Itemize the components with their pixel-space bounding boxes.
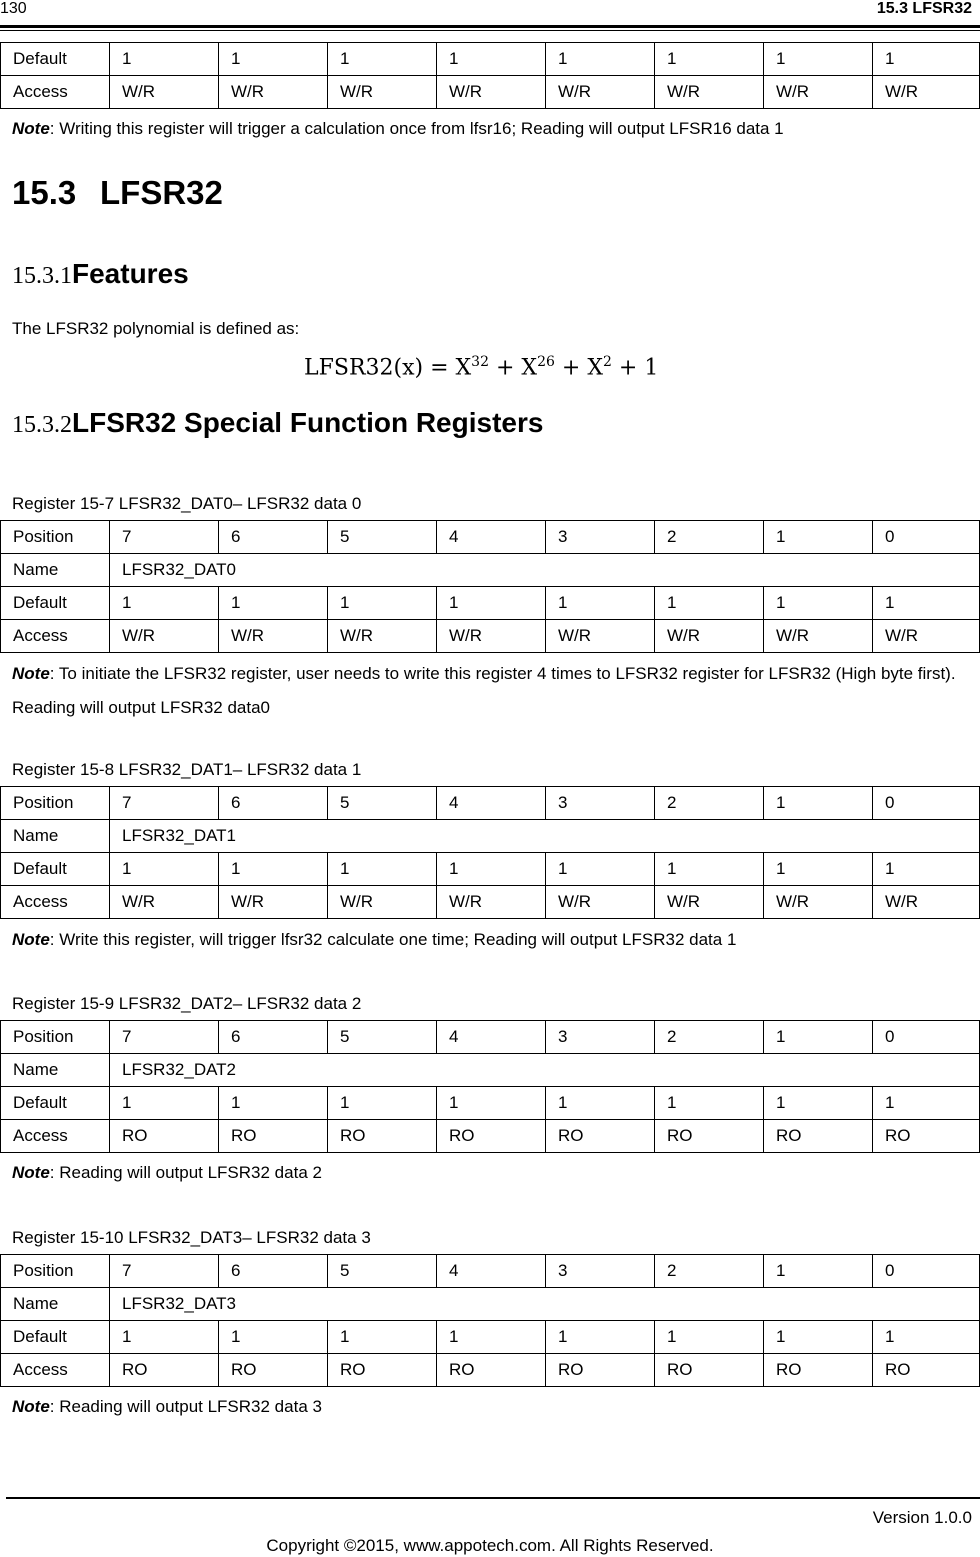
table-cell: Position [1,521,110,554]
note-label: Note [12,664,50,683]
table-cell: Default [1,1087,110,1120]
table-cell: W/R [110,886,219,919]
table-cell: RO [655,1120,764,1153]
note [12,1390,978,1424]
table-cell: 1 [655,1087,764,1120]
table-cell: RO [110,1354,219,1387]
name-row [1,1288,980,1321]
table-cell: 1 [328,1087,437,1120]
table-cell: W/R [328,886,437,919]
table-cell: W/R [655,886,764,919]
table-cell: W/R [764,76,873,109]
table-cell: RO [873,1354,980,1387]
table-cell: W/R [546,76,655,109]
note-text: : Reading will output LFSR32 data 2 [49,1163,322,1182]
table-cell: 1 [328,853,437,886]
table-cell: 1 [546,587,655,620]
note-label: Note [12,119,50,138]
note-label: Note [12,930,50,949]
running-section-title: 15.3 LFSR32 [876,0,972,17]
table-cell: 6 [219,521,328,554]
position-row [1,1255,980,1288]
table-cell: W/R [219,76,328,109]
table-cell: 7 [110,1255,219,1288]
table-cell: RO [764,1354,873,1387]
table-cell: 1 [546,853,655,886]
default-row [1,587,980,620]
table-cell: Access [1,620,110,653]
table-cell: W/R [328,620,437,653]
table-cell: LFSR32_DAT2 [110,1054,980,1087]
table-cell: W/R [764,886,873,919]
register-caption: Register 15-7 LFSR32_DAT0– LFSR32 data 0 [12,494,362,513]
table-cell: W/R [219,886,328,919]
table-cell: 6 [219,1255,328,1288]
table-cell: 1 [219,43,328,76]
formula-part: + X [554,355,604,381]
table-cell: Default [1,43,110,76]
subsection-heading-sfr [12,407,543,439]
position-row [1,521,980,554]
table-cell: 1 [110,43,219,76]
table-cell: 1 [219,853,328,886]
table-cell: 1 [655,43,764,76]
table-cell: 0 [873,521,980,554]
table-cell: 1 [110,853,219,886]
note-label: Note [12,1163,50,1182]
subsection-title: LFSR32 Special Function Registers [72,407,544,438]
table-cell: 1 [764,1255,873,1288]
table-cell: 4 [437,1255,546,1288]
table-cell: 1 [764,853,873,886]
table-cell: 1 [546,1087,655,1120]
register-table [0,786,980,919]
table-cell: RO [764,1120,873,1153]
table-cell: 1 [328,587,437,620]
table-cell: RO [655,1354,764,1387]
access-row [1,620,980,653]
table-cell: 0 [873,1255,980,1288]
register-caption: Register 15-8 LFSR32_DAT1– LFSR32 data 1 [12,760,362,779]
table-cell: Position [1,787,110,820]
table-cell: 1 [219,587,328,620]
table-cell: 0 [873,1021,980,1054]
table-cell: 1 [873,1321,980,1354]
table-cell: 1 [873,43,980,76]
table-cell: 3 [546,521,655,554]
section-heading [12,174,223,212]
table-cell: 3 [546,1255,655,1288]
table-cell: W/R [110,620,219,653]
note [12,923,978,957]
table-cell: 6 [219,1021,328,1054]
table-cell: 1 [437,587,546,620]
name-row [1,820,980,853]
position-row [1,787,980,820]
register-table [0,1020,980,1153]
subsection-heading-features [12,258,189,290]
table-cell: 1 [655,1321,764,1354]
register-table [0,520,980,653]
table-cell: Access [1,1120,110,1153]
table-cell: RO [546,1354,655,1387]
note-label: Note [12,1397,50,1416]
table-cell: 1 [764,587,873,620]
default-row [1,853,980,886]
table-cell: W/R [546,886,655,919]
table-cell: RO [110,1120,219,1153]
default-row [1,1321,980,1354]
table-cell: 2 [655,1021,764,1054]
table-cell: Position [1,1255,110,1288]
table-cell: 1 [219,1321,328,1354]
table-cell: 1 [764,1087,873,1120]
table-cell: 0 [873,787,980,820]
footer-rule [6,1497,980,1499]
table-cell: 1 [110,1087,219,1120]
table-cell: RO [873,1120,980,1153]
access-row [1,886,980,919]
table-cell: 1 [437,43,546,76]
table-cell: LFSR32_DAT3 [110,1288,980,1321]
table-cell: 3 [546,1021,655,1054]
table-cell: Access [1,886,110,919]
table-cell: LFSR32_DAT1 [110,820,980,853]
note [12,1156,978,1190]
copyright-notice: Copyright ©2015, www.appotech.com. All Rights Reserved. [266,1536,714,1555]
table-cell: W/R [873,76,980,109]
table-cell: Access [1,76,110,109]
table-cell: W/R [873,620,980,653]
table-cell: 5 [328,521,437,554]
table-cell: W/R [110,76,219,109]
table-cell: 1 [655,853,764,886]
table-cell: Default [1,587,110,620]
table-cell: 1 [546,43,655,76]
table-cell: 1 [764,1021,873,1054]
table-cell: Access [1,1354,110,1387]
section-title: LFSR32 [100,174,223,211]
table-cell: 5 [328,1021,437,1054]
page-number: 130 [0,0,27,17]
table-cell: 1 [764,43,873,76]
access-row [1,1120,980,1153]
table-cell: 2 [655,521,764,554]
formula-part: + 1 [611,355,659,381]
subsection-number: 15.3.2 [12,412,72,438]
table-cell: Default [1,853,110,886]
header-rule-thin [0,30,980,31]
table-cell: W/R [219,620,328,653]
formula-exponent: 32 [471,354,489,370]
note-text: : Writing this register will trigger a calculation once from lfsr16; Reading will output LFSR16 data 1 [49,119,784,138]
table-cell: RO [219,1120,328,1153]
table-cell: 3 [546,787,655,820]
table-cell: W/R [655,76,764,109]
page-header [0,0,980,34]
table-cell: 1 [764,1321,873,1354]
table-cell: W/R [328,76,437,109]
formula-exponent: 26 [537,354,555,370]
table-cell: Name [1,820,110,853]
default-row [1,43,980,76]
table-cell: 1 [328,1321,437,1354]
name-row [1,554,980,587]
register-caption: Register 15-10 LFSR32_DAT3– LFSR32 data 3 [12,1228,371,1247]
section-number: 15.3 [12,174,77,211]
table-cell: 1 [437,1087,546,1120]
features-paragraph: The LFSR32 polynomial is defined as: [12,319,300,338]
table-cell: 7 [110,787,219,820]
table-cell: 1 [655,587,764,620]
table-cell: W/R [873,886,980,919]
table-cell: RO [437,1354,546,1387]
version-label: Version 1.0.0 [872,1508,972,1527]
table-cell: 7 [110,521,219,554]
formula-part: + X [489,355,538,381]
table-cell: 1 [873,587,980,620]
access-row [1,1354,980,1387]
note-text: : Reading will output LFSR32 data 3 [49,1397,322,1416]
note-text: : Write this register, will trigger lfsr32 calculate one time; Reading will output LFSR32 data 1 [49,930,737,949]
table-cell: 6 [219,787,328,820]
register-table-continued [0,42,980,109]
table-cell: Default [1,1321,110,1354]
formula-exponent: 2 [603,354,612,370]
table-cell: W/R [655,620,764,653]
table-cell: Name [1,554,110,587]
table-cell: 1 [437,853,546,886]
table-cell: 4 [437,787,546,820]
table-cell: 1 [764,787,873,820]
position-row [1,1021,980,1054]
note [12,112,978,146]
default-row [1,1087,980,1120]
table-cell: 1 [328,43,437,76]
table-cell: Position [1,1021,110,1054]
table-cell: 4 [437,521,546,554]
table-cell: W/R [764,620,873,653]
table-cell: 1 [546,1321,655,1354]
subsection-title: Features [72,258,189,289]
table-cell: W/R [546,620,655,653]
table-cell: 5 [328,787,437,820]
table-cell: W/R [437,76,546,109]
table-cell: RO [328,1120,437,1153]
header-rule [0,25,980,28]
table-cell: LFSR32_DAT0 [110,554,980,587]
table-cell: 1 [110,587,219,620]
table-cell: 4 [437,1021,546,1054]
note-text: : To initiate the LFSR32 register, user needs to write this register 4 times to LFSR32 register for LFSR32 (High byte first). Reading will output LFSR32 data0 [12,664,956,717]
table-cell: 2 [655,1255,764,1288]
polynomial-formula [304,354,658,380]
table-cell: RO [437,1120,546,1153]
table-cell: 7 [110,1021,219,1054]
table-cell: 5 [328,1255,437,1288]
table-cell: W/R [437,620,546,653]
table-cell: 1 [219,1087,328,1120]
formula-part: LFSR32(x) = X [304,355,472,381]
table-cell: 1 [873,853,980,886]
table-cell: RO [219,1354,328,1387]
table-cell: Name [1,1288,110,1321]
table-cell: RO [546,1120,655,1153]
table-cell: W/R [437,886,546,919]
table-cell: RO [328,1354,437,1387]
table-cell: 1 [437,1321,546,1354]
table-cell: 2 [655,787,764,820]
subsection-number: 15.3.1 [12,263,72,289]
note [12,657,978,725]
register-caption: Register 15-9 LFSR32_DAT2– LFSR32 data 2 [12,994,362,1013]
table-cell: 1 [764,521,873,554]
table-cell: 1 [110,1321,219,1354]
table-cell: Name [1,1054,110,1087]
table-cell: 1 [873,1087,980,1120]
access-row [1,76,980,109]
name-row [1,1054,980,1087]
register-table [0,1254,980,1387]
